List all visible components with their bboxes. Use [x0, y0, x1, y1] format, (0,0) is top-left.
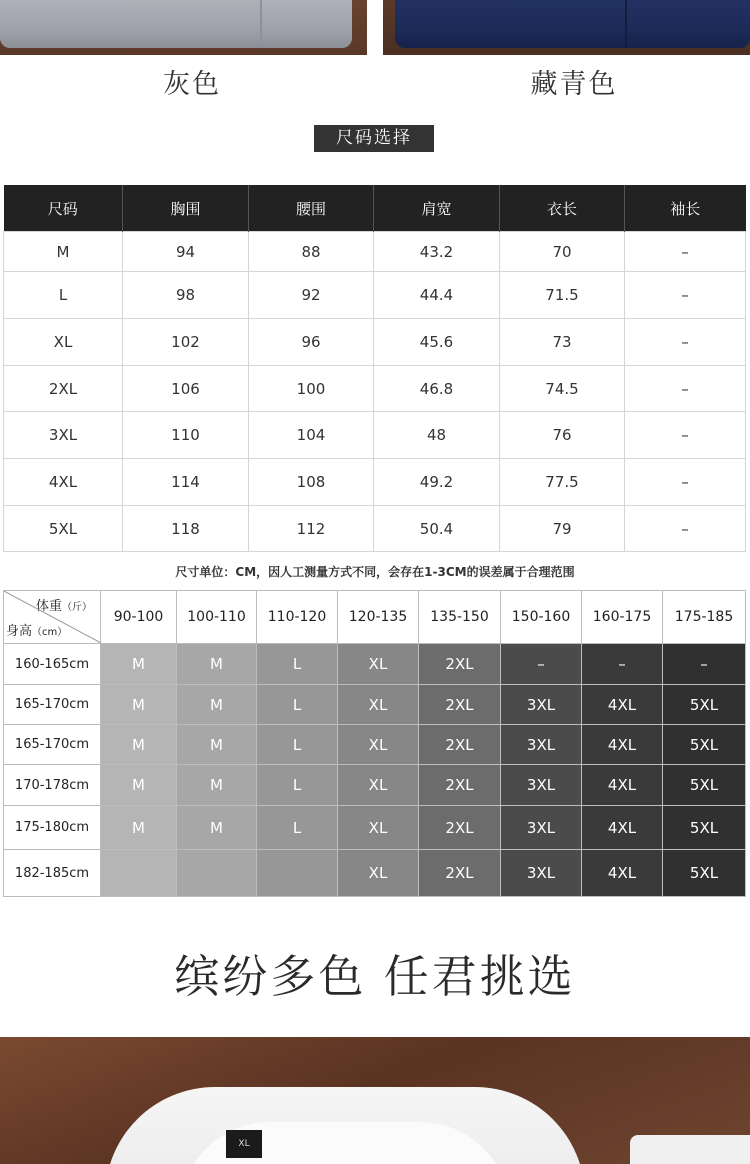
corner-weight-label: 体重（斤）: [35, 599, 92, 614]
recommended-size-cell: [257, 850, 338, 897]
size-table-cell: 44.4: [374, 272, 500, 319]
recommended-size-cell: XL: [338, 725, 419, 765]
weight-range-header: 150-160: [501, 591, 582, 644]
size-table-cell: 108: [249, 459, 374, 506]
recommended-size-cell: M: [177, 806, 257, 850]
recommended-size-cell: 2XL: [419, 644, 501, 685]
header-waist: 腰围: [249, 185, 374, 232]
recommended-size-cell: 5XL: [663, 850, 746, 897]
size-table-cell: 77.5: [500, 459, 625, 506]
height-range-label: 165-170cm: [4, 685, 101, 725]
weight-range-header: 90-100: [101, 591, 177, 644]
recommended-size-cell: XL: [338, 765, 419, 806]
size-table-cell: 70: [500, 232, 625, 272]
size-table-header: [4, 185, 746, 232]
recommended-size-cell: L: [257, 644, 338, 685]
recommended-size-cell: L: [257, 685, 338, 725]
recommended-size-cell: M: [101, 685, 177, 725]
height-range-label: 160-165cm: [4, 644, 101, 685]
recommended-size-cell: [101, 850, 177, 897]
size-table-cell: 46.8: [374, 366, 500, 412]
size-table-cell: 94: [123, 232, 249, 272]
navy-color-label: 藏青色: [530, 69, 618, 100]
header-size: 尺码: [4, 185, 123, 232]
size-table-cell: –: [625, 272, 746, 319]
recommended-size-cell: –: [501, 644, 582, 685]
size-table-cell: –: [625, 319, 746, 366]
navy-shirt-image: [395, 0, 750, 48]
header-sleeve: 袖长: [625, 185, 746, 232]
size-table-cell: L: [4, 272, 123, 319]
size-table-cell: 110: [123, 412, 249, 459]
recommended-size-cell: [177, 850, 257, 897]
size-table-cell: –: [625, 366, 746, 412]
recommendation-row: [4, 725, 746, 765]
size-table-cell: 49.2: [374, 459, 500, 506]
recommended-size-cell: 3XL: [501, 685, 582, 725]
recommended-size-cell: 2XL: [419, 725, 501, 765]
recommended-size-cell: M: [101, 644, 177, 685]
size-table-cell: 50.4: [374, 506, 500, 552]
recommended-size-cell: 4XL: [582, 806, 663, 850]
size-table-cell: 76: [500, 412, 625, 459]
corner-cell: [4, 591, 101, 644]
recommended-size-cell: M: [101, 725, 177, 765]
recommendation-row: [4, 850, 746, 897]
size-table-cell: 114: [123, 459, 249, 506]
size-table: [3, 185, 746, 552]
gray-shirt-image: [0, 0, 352, 48]
size-table-cell: M: [4, 232, 123, 272]
slogan: 缤纷多色 任君挑选: [174, 950, 576, 1003]
recommended-size-cell: 2XL: [419, 850, 501, 897]
recommended-size-cell: 5XL: [663, 765, 746, 806]
size-table-cell: 48: [374, 412, 500, 459]
recommendation-header-row: [4, 591, 746, 644]
recommended-size-cell: –: [663, 644, 746, 685]
size-table-cell: –: [625, 412, 746, 459]
size-table-row: [4, 459, 746, 506]
size-table-row: [4, 366, 746, 412]
recommended-size-cell: 4XL: [582, 725, 663, 765]
size-table-cell: 71.5: [500, 272, 625, 319]
size-table-cell: 43.2: [374, 232, 500, 272]
recommended-size-cell: 3XL: [501, 765, 582, 806]
recommended-size-cell: 2XL: [419, 685, 501, 725]
recommended-size-cell: M: [177, 685, 257, 725]
recommended-size-cell: 4XL: [582, 765, 663, 806]
recommended-size-cell: 5XL: [663, 806, 746, 850]
recommendation-row: [4, 644, 746, 685]
size-table-row: [4, 412, 746, 459]
weight-range-header: 160-175: [582, 591, 663, 644]
recommended-size-cell: 2XL: [419, 765, 501, 806]
size-table-cell: 45.6: [374, 319, 500, 366]
recommended-size-cell: 3XL: [501, 806, 582, 850]
recommended-size-cell: 3XL: [501, 725, 582, 765]
size-table-cell: –: [625, 459, 746, 506]
recommended-size-cell: –: [582, 644, 663, 685]
size-table-cell: 79: [500, 506, 625, 552]
corner-height-label: 身高（cm）: [6, 624, 68, 639]
size-table-cell: 118: [123, 506, 249, 552]
size-table-cell: 73: [500, 319, 625, 366]
size-table-cell: 106: [123, 366, 249, 412]
recommended-size-cell: M: [177, 725, 257, 765]
recommended-size-cell: L: [257, 725, 338, 765]
size-table-cell: 104: [249, 412, 374, 459]
recommended-size-cell: 4XL: [582, 850, 663, 897]
size-table-cell: 98: [123, 272, 249, 319]
height-range-label: 175-180cm: [4, 806, 101, 850]
recommended-size-cell: L: [257, 765, 338, 806]
recommendation-row: [4, 806, 746, 850]
recommended-size-cell: M: [101, 765, 177, 806]
size-table-cell: 100: [249, 366, 374, 412]
height-range-label: 182-185cm: [4, 850, 101, 897]
size-table-cell: 74.5: [500, 366, 625, 412]
height-range-label: 165-170cm: [4, 725, 101, 765]
recommended-size-cell: L: [257, 806, 338, 850]
header-shoulder: 肩宽: [374, 185, 500, 232]
gray-color-label: 灰色: [163, 69, 221, 100]
white-shirt-photo: [0, 1037, 750, 1164]
weight-range-header: 110-120: [257, 591, 338, 644]
size-table-cell: 112: [249, 506, 374, 552]
size-table-cell: 92: [249, 272, 374, 319]
size-table-cell: –: [625, 506, 746, 552]
recommended-size-cell: XL: [338, 685, 419, 725]
size-table-cell: XL: [4, 319, 123, 366]
size-table-cell: 4XL: [4, 459, 123, 506]
recommended-size-cell: 5XL: [663, 725, 746, 765]
size-table-row: [4, 319, 746, 366]
recommended-size-cell: 2XL: [419, 806, 501, 850]
size-tag: XL: [226, 1130, 262, 1158]
size-table-cell: 5XL: [4, 506, 123, 552]
recommended-size-cell: 4XL: [582, 685, 663, 725]
recommended-size-cell: XL: [338, 850, 419, 897]
weight-range-header: 120-135: [338, 591, 419, 644]
size-recommendation-table: [3, 590, 746, 897]
weight-range-header: 135-150: [419, 591, 501, 644]
header-length: 衣长: [500, 185, 625, 232]
size-table-row: [4, 272, 746, 319]
white-cuff-image: [630, 1135, 750, 1164]
recommended-size-cell: XL: [338, 644, 419, 685]
recommended-size-cell: M: [177, 765, 257, 806]
measurement-note: 尺寸单位：CM，因人工测量方式不同，会存在1-3CM的误差属于合理范围: [175, 565, 575, 579]
size-table-cell: 3XL: [4, 412, 123, 459]
size-section-title: 尺码选择: [314, 125, 434, 152]
recommended-size-cell: 5XL: [663, 685, 746, 725]
corner-diagonal-line: [4, 591, 101, 643]
recommendation-row: [4, 685, 746, 725]
navy-shirt-photo: [383, 0, 750, 55]
gray-shirt-photo: [0, 0, 367, 55]
size-table-cell: 88: [249, 232, 374, 272]
recommended-size-cell: 3XL: [501, 850, 582, 897]
size-table-cell: 2XL: [4, 366, 123, 412]
recommended-size-cell: M: [101, 806, 177, 850]
recommended-size-cell: M: [177, 644, 257, 685]
header-chest: 胸围: [123, 185, 249, 232]
weight-range-header: 100-110: [177, 591, 257, 644]
recommended-size-cell: XL: [338, 806, 419, 850]
size-table-row: [4, 232, 746, 272]
size-table-row: [4, 506, 746, 552]
size-table-cell: 102: [123, 319, 249, 366]
weight-range-header: 175-185: [663, 591, 746, 644]
recommendation-row: [4, 765, 746, 806]
height-range-label: 170-178cm: [4, 765, 101, 806]
size-table-cell: 96: [249, 319, 374, 366]
size-table-cell: –: [625, 232, 746, 272]
